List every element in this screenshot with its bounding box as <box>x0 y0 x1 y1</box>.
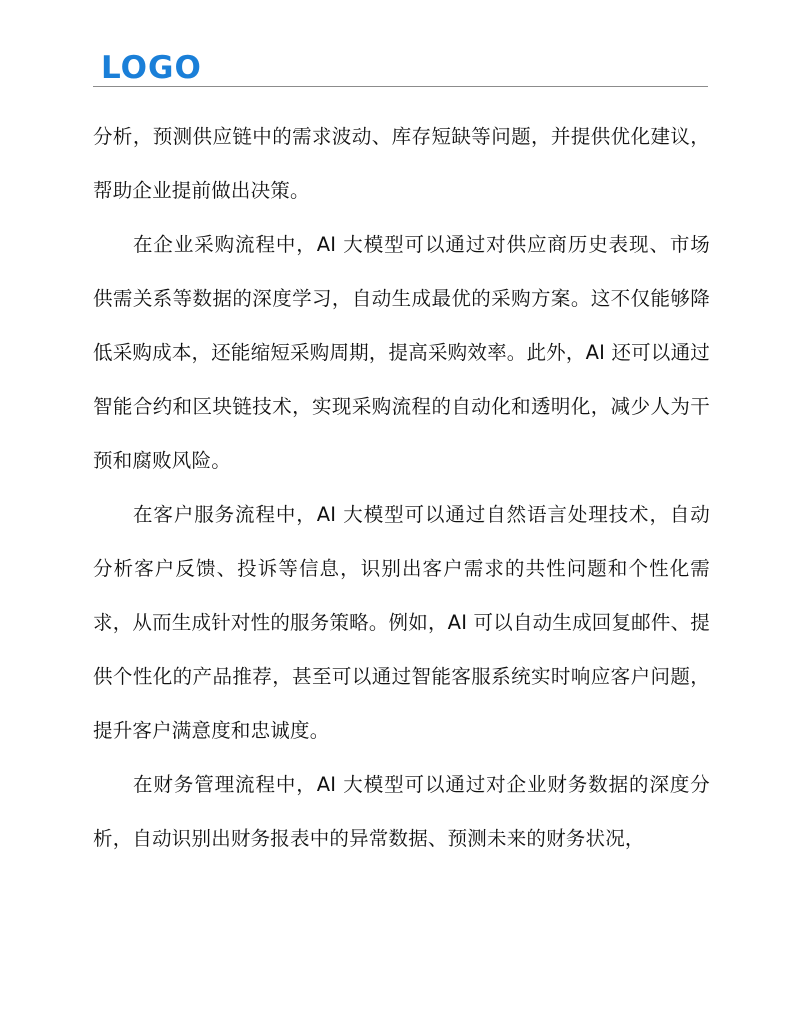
header-divider <box>93 86 708 87</box>
document-body <box>93 110 710 866</box>
paragraph-customer-service: 在客户服务流程中，AI 大模型可以通过自然语言处理技术，自动分析客户反馈、投诉等信息，识别出客户需求的共性问题和个性化需求，从而生成针对性的服务策略。例如，AI 可以自动生成回复邮件、提供个性化的产品推荐，甚至可以通过智能客服系统实时响应客户问题，提升客户满意度和忠诚度。 <box>93 503 710 742</box>
paragraph-procurement: 在企业采购流程中，AI 大模型可以通过对供应商历史表现、市场供需关系等数据的深度学习，自动生成最优的采购方案。这不仅能够降低采购成本，还能缩短采购周期，提高采购效率。此外，AI 还可以通过智能合约和区块链技术，实现采购流程的自动化和透明化，减少人为干预和腐败风险。 <box>93 233 710 472</box>
logo: LOGO <box>101 50 202 86</box>
paragraph-finance: 在财务管理流程中，AI 大模型可以通过对企业财务数据的深度分析，自动识别出财务报表中的异常数据、预测未来的财务状况， <box>93 773 710 850</box>
paragraph-continuation: 分析，预测供应链中的需求波动、库存短缺等问题，并提供优化建议，帮助企业提前做出决策。 <box>93 125 710 202</box>
page-header <box>93 48 708 88</box>
